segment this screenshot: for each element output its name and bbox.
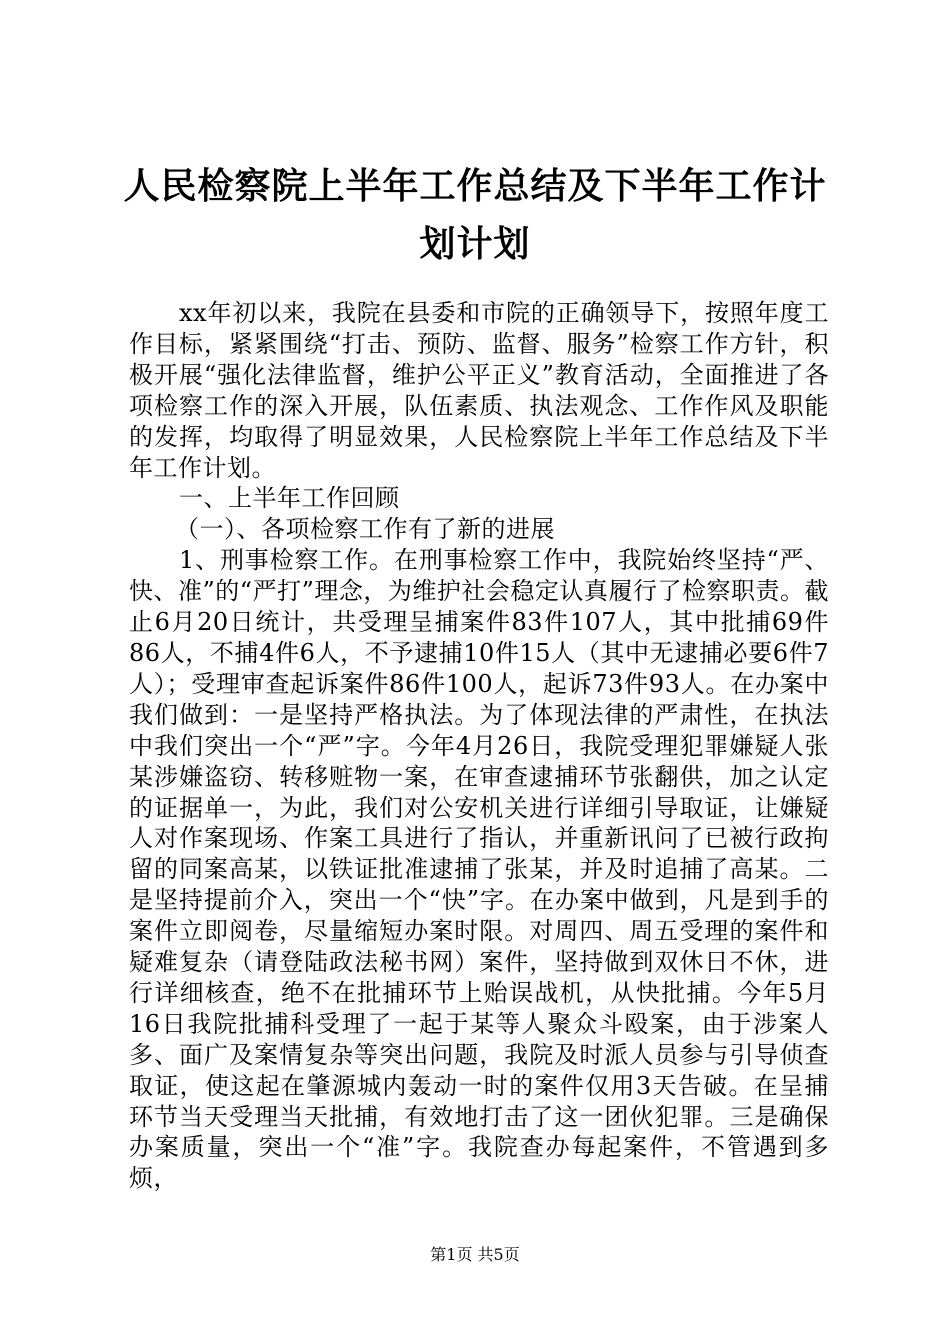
- body-paragraph: 1、刑事检察工作。在刑事检察工作中，我院始终坚持“严、快、准”的“严打”理念，为维护社会稳定认真履行了检察职责。截止6月20日统计，共受理呈捕案件83件107人，其中批捕69件86人，不捕4件6人，不予逮捕10件15人（其中无逮捕必要6件7人）；受理审查起诉案件86件100人，起诉73件93人。在办案中我们做到：一是坚持严格执法。为了体现法律的严肃性，在执法中我们突出一个“严”字。今年4月26日，我院受理犯罪嫌疑人张某涉嫌盗窃、转移赃物一案，在审查逮捕环节张翻供，加之认定的证据单一，为此，我们对公安机关进行详细引导取证，让嫌疑人对作案现场、作案工具进行了指认，并重新讯问了已被行政拘留的同案高某，以铁证批准逮捕了张某，并及时追捕了高某。二是坚持提前介入，突出一个“快”字。在办案中做到，凡是到手的案件立即阅卷，尽量缩短办案时限。对周四、周五受理的案件和疑难复杂（请登陆政法秘书网）案件，坚持做到双休日不休，进行详细核查，绝不在批捕环节上贻误战机，从快批捕。今年5月16日我院批捕科受理了一起于某等人聚众斗殴案，由于涉案人多、面广及案情复杂等突出问题，我院及时派人员参与引导侦查取证，使这起在肇源城内轰动一时的案件仅用3天告破。在呈捕环节当天受理当天批捕，有效地打击了这一团伙犯罪。三是确保办案质量，突出一个“准”字。我院查办每起案件，不管遇到多烦，: [129, 546, 829, 1193]
- document-title: 人民检察院上半年工作总结及下半年工作计划计划: [123, 166, 827, 265]
- section-heading: 一、上半年工作回顾: [179, 484, 400, 513]
- intro-paragraph: xx年初以来，我院在县委和市院的正确领导下，按照年度工作目标，紧紧围绕“打击、预防、监督、服务”检察工作方针，积极开展“强化法律监督，维护公平正义”教育活动，全面推进了各项检察工作的深入开展，队伍素质、执法观念、工作作风及职能的发挥，均取得了明显效果，人民检察院上半年工作总结及下半年工作计划。: [129, 299, 829, 482]
- document-body: [129, 298, 829, 1194]
- page-footer: 第1页 共5页: [430, 1245, 520, 1264]
- subsection-heading: （一）、各项检察工作有了新的进展: [175, 515, 555, 544]
